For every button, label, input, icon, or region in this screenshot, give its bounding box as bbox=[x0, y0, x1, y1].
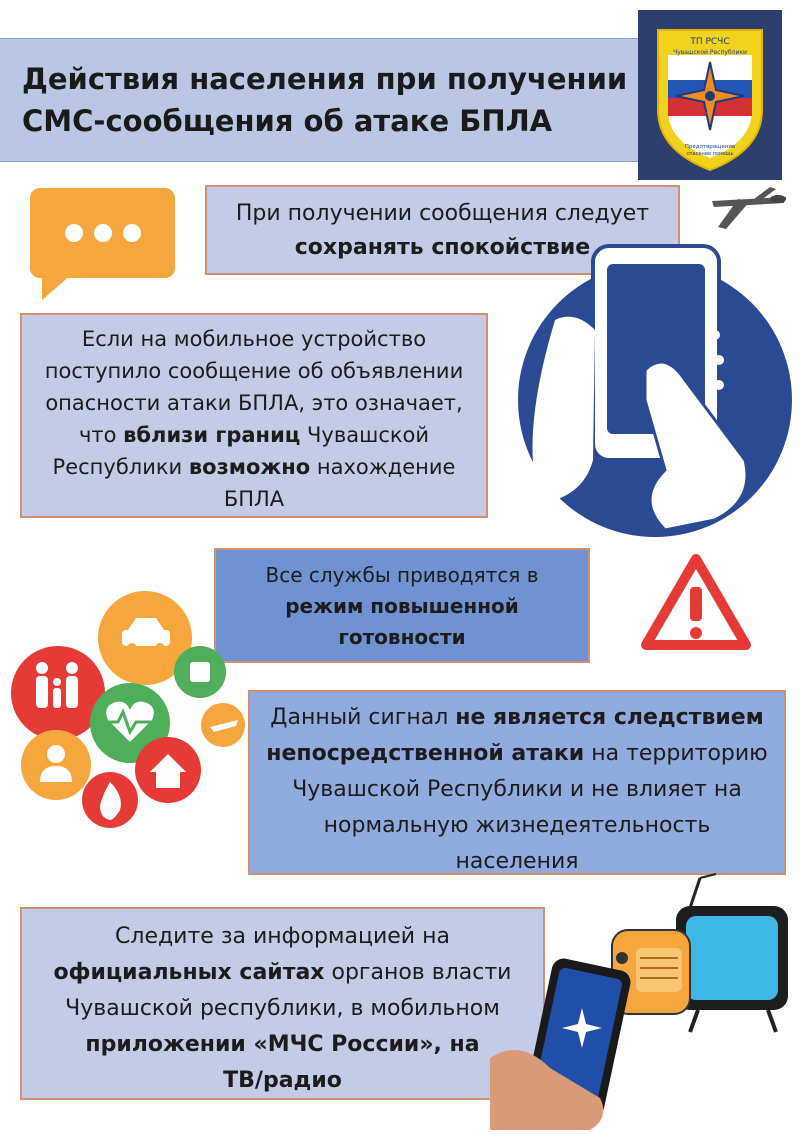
services-line-1: Все службы приводятся в bbox=[265, 563, 539, 587]
meaning-line-6: БПЛА bbox=[223, 487, 285, 511]
calm-line-1: При получении сообщения следует bbox=[235, 201, 650, 226]
signal-line-3: Чувашской Республики и не влияет на bbox=[292, 777, 742, 802]
emblem-bottom-text-2: спасение помощь bbox=[686, 151, 734, 157]
warning-icon bbox=[640, 553, 752, 653]
phone-booth-icon bbox=[190, 662, 210, 682]
meaning-line-5-pre: Республики bbox=[52, 455, 189, 479]
services-line-2: режим повышенной bbox=[285, 594, 519, 618]
emblem-bottom-text-1: Предотвращение bbox=[684, 144, 736, 150]
follow-line-4-bold: приложении «МЧС России», на bbox=[85, 1032, 480, 1057]
meaning-line-2: поступило сообщение об объявлении bbox=[44, 359, 464, 383]
meaning-line-1: Если на мобильное устройство bbox=[81, 327, 427, 351]
tv-radio-phone-illustration bbox=[490, 868, 795, 1130]
emblem-region-text: Чувашской Республики bbox=[673, 49, 747, 56]
emchs-emblem bbox=[638, 10, 782, 180]
services-icons-cluster bbox=[10, 590, 248, 830]
chat-bubble-icon bbox=[30, 188, 180, 303]
hand-phone-icon bbox=[515, 240, 795, 540]
follow-line-2-post: органов власти bbox=[324, 960, 512, 985]
signal-line-4: нормальную жизнедеятельность bbox=[323, 813, 711, 838]
signal-line-1-pre: Данный сигнал bbox=[270, 705, 456, 730]
emblem-top-text: ТП РСЧС bbox=[690, 37, 730, 47]
meaning-line-4-bold: вблизи границ bbox=[123, 423, 301, 447]
title-line-2: СМС-сообщения об атаке БПЛА bbox=[22, 104, 553, 138]
follow-line-3: Чувашской республики, в мобильном bbox=[65, 996, 500, 1021]
page-title bbox=[22, 58, 632, 142]
services-box bbox=[214, 548, 590, 663]
meaning-line-5-post: нахождение bbox=[310, 455, 456, 479]
calm-line-2: сохранять спокойствие bbox=[294, 235, 591, 260]
meaning-line-4-pre: что bbox=[78, 423, 124, 447]
follow-line-1: Следите за информацией на bbox=[115, 924, 450, 949]
signal-line-1-bold: не является следствием bbox=[455, 705, 764, 730]
title-line-1: Действия населения при получении bbox=[22, 62, 628, 96]
drone-icon bbox=[708, 183, 788, 238]
signal-box bbox=[248, 690, 786, 875]
meaning-box bbox=[20, 313, 488, 518]
meaning-line-5-bold: возможно bbox=[188, 455, 311, 479]
follow-line-2-bold: официальных сайтах bbox=[53, 960, 325, 985]
follow-line-5-bold: ТВ/радио bbox=[223, 1068, 342, 1093]
meaning-line-3: опасности атаки БПЛА, это означает, bbox=[45, 391, 463, 415]
signal-line-5: населения bbox=[455, 849, 579, 874]
services-line-3: готовности bbox=[338, 625, 466, 649]
tv-icon bbox=[676, 874, 788, 1032]
follow-info-box bbox=[20, 907, 545, 1100]
signal-line-2-bold: непосредственной атаки bbox=[266, 741, 585, 766]
signal-line-2-post: на территорию bbox=[584, 741, 768, 766]
meaning-line-4-post: Чувашской bbox=[300, 423, 430, 447]
